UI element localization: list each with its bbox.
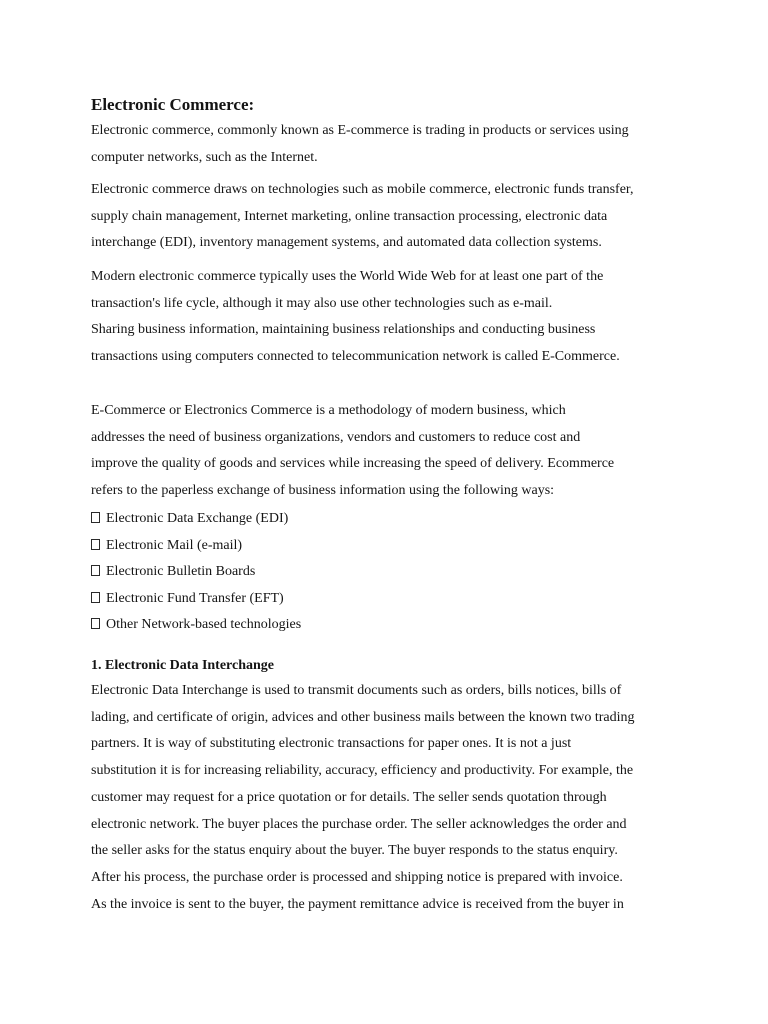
list-item bbox=[91, 506, 691, 533]
bullet-list bbox=[91, 506, 691, 639]
list-item-label: Other Network-based technologies bbox=[106, 617, 302, 632]
text-line: As the invoice is sent to the buyer, the payment remittance advice is received from the buyer in bbox=[91, 896, 624, 912]
text-line: interchange (EDI), inventory management systems, and automated data collection systems. bbox=[91, 235, 602, 251]
text-line: Electronic Data Interchange is used to transmit documents such as orders, bills notices, bills of bbox=[91, 683, 622, 698]
list-item bbox=[91, 586, 691, 613]
paragraph-definition bbox=[91, 118, 691, 171]
text-line: Electronic commerce, commonly known as E-commerce is trading in products or services using bbox=[91, 123, 629, 138]
paragraph-methodology bbox=[91, 398, 691, 505]
text-line: addresses the need of business organizations, vendors and customers to reduce cost and bbox=[91, 429, 581, 445]
list-item-label: Electronic Fund Transfer (EFT) bbox=[106, 590, 284, 606]
text-line: electronic network. The buyer places the purchase order. The seller acknowledges the order and bbox=[91, 816, 627, 832]
text-line: E-Commerce or Electronics Commerce is a methodology of modern business, which bbox=[91, 403, 566, 418]
text-line: transactions using computers connected to telecommunication network is called E-Commerce. bbox=[91, 349, 620, 365]
checkbox-glyph-icon bbox=[91, 539, 100, 550]
text-line: computer networks, such as the Internet. bbox=[91, 149, 318, 165]
checkbox-glyph-icon bbox=[91, 618, 100, 629]
text-line: substitution it is for increasing reliability, accuracy, efficiency and productivity. For example, the bbox=[91, 763, 634, 779]
text-line: partners. It is way of substituting electronic transactions for paper ones. It is not a just bbox=[91, 736, 572, 752]
document-title: Electronic Commerce: bbox=[91, 95, 255, 114]
text-line: supply chain management, Internet marketing, online transaction processing, electronic data bbox=[91, 208, 608, 224]
section-heading-edi: 1. Electronic Data Interchange bbox=[91, 658, 275, 673]
paragraph-edi bbox=[91, 678, 691, 918]
checkbox-glyph-icon bbox=[91, 512, 100, 523]
text-line: customer may request for a price quotation or for details. The seller sends quotation through bbox=[91, 789, 607, 805]
text-line: refers to the paperless exchange of business information using the following ways: bbox=[91, 483, 555, 499]
text-line: lading, and certificate of origin, advices and other business mails between the known two trading bbox=[91, 709, 635, 725]
list-item bbox=[91, 533, 691, 560]
list-item bbox=[91, 612, 691, 639]
text-line: transaction's life cycle, although it may also use other technologies such as e-mail. bbox=[91, 295, 553, 311]
checkbox-glyph-icon bbox=[91, 565, 100, 576]
list-item-label: Electronic Bulletin Boards bbox=[106, 564, 256, 579]
text-line: Electronic commerce draws on technologies such as mobile commerce, electronic funds transfer, bbox=[91, 182, 634, 197]
list-item-label: Electronic Mail (e-mail) bbox=[106, 537, 243, 553]
list-item-label: Electronic Data Exchange (EDI) bbox=[106, 511, 289, 526]
list-item bbox=[91, 559, 691, 586]
text-line: After his process, the purchase order is processed and shipping notice is prepared with invoice. bbox=[91, 869, 623, 885]
text-line: Modern electronic commerce typically uses the World Wide Web for at least one part of the bbox=[91, 269, 604, 284]
paragraph-modern-ecommerce bbox=[91, 264, 691, 371]
text-line: the seller asks for the status enquiry about the buyer. The buyer responds to the status enquiry. bbox=[91, 843, 618, 859]
text-line: Sharing business information, maintaining business relationships and conducting business bbox=[91, 322, 596, 338]
paragraph-technologies bbox=[91, 177, 691, 257]
checkbox-glyph-icon bbox=[91, 592, 100, 603]
text-line: improve the quality of goods and services while increasing the speed of delivery. Ecommerce bbox=[91, 456, 615, 472]
